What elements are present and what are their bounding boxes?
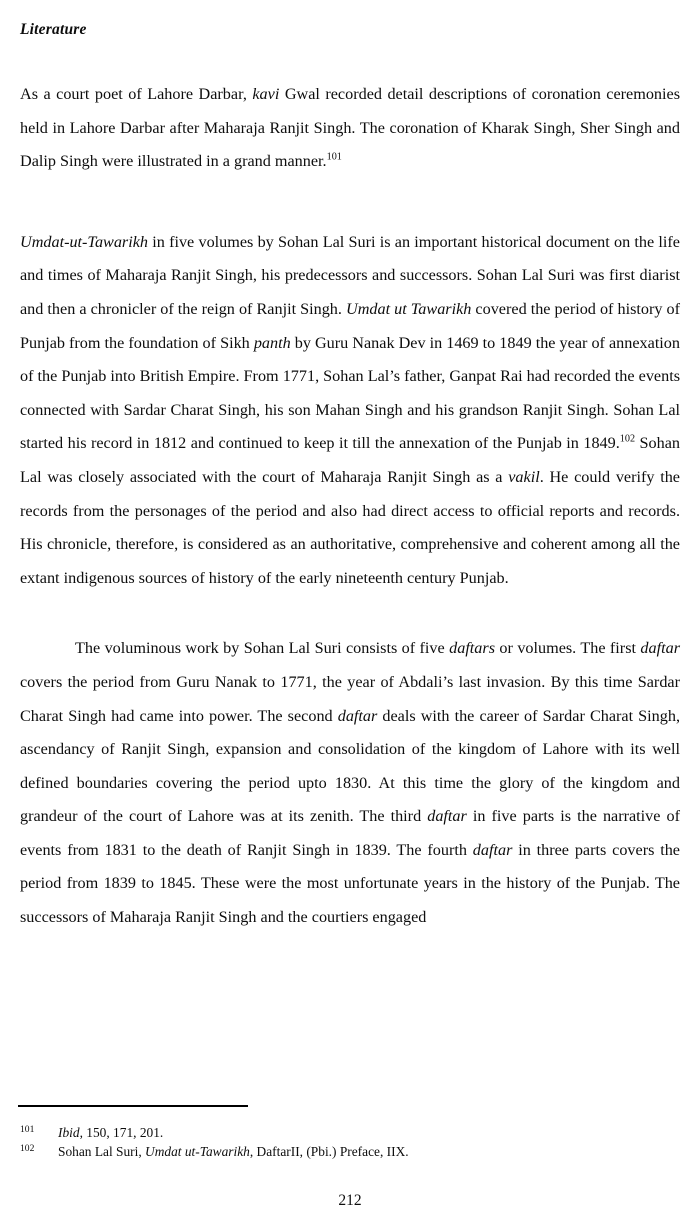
italic-term: Umdat-ut-Tawarikh xyxy=(20,232,149,251)
italic-term: vakil xyxy=(508,467,540,486)
footnote-separator-rule xyxy=(18,1105,248,1107)
italic-term: daftars xyxy=(449,639,496,658)
paragraph-daftars xyxy=(20,595,680,934)
text-run: in five parts is the narrative of events from 1831 to the death of Ranjit Singh in 1839. The fourth xyxy=(20,807,680,859)
italic-term: daftar xyxy=(472,840,513,859)
text-run: As a court poet of Lahore Darbar, xyxy=(20,85,253,103)
text-run: Gwal recorded detail descriptions of coronation ceremonies held in Lahore Darbar after Maharaja Ranjit Singh. The coronation of Kharak Singh, Sher Singh and Dalip Singh were illustrated in a grand manner. xyxy=(20,85,680,171)
footnote-text xyxy=(58,1144,409,1159)
text-run: or volumes. The first xyxy=(495,639,641,658)
italic-term: daftar xyxy=(640,639,680,658)
italic-term: Umdat ut Tawarikh xyxy=(346,299,472,318)
footnote-number: 101 xyxy=(20,1124,35,1135)
italic-term: kavi xyxy=(252,85,280,103)
text-run: by Guru Nanak Dev in 1469 to 1849 the year of annexation of the Punjab into British Empire. From 1771, Sohan Lal’s father, Ganpat Rai had recorded the events connected with Sardar Charat Singh, his son Mahan Singh and his grandson Ranjit Singh. Sohan Lal started his record in 1812 and continued to keep it till the annexation of the Punjab in 1849. xyxy=(20,333,680,453)
text-run: covered the period of history of Punjab from the foundation of Sikh xyxy=(20,299,681,352)
text-run: deals with the career of Sardar Charat Singh, ascendancy of Ranjit Singh, expansion and consolidation of the kingdom of Lahore with its well defined boundaries covering the period upto 1830. At this time the glory of the kingdom and grandeur of the court of Lahore was at its zenith. The third xyxy=(20,706,680,826)
text-run: in five volumes by Sohan Lal Suri is an important historical document on the life and times of Maharaja Ranjit Singh, his predecessors and successors. Sohan Lal Suri was first diarist and then a chronicler of the reign of Ranjit Singh. xyxy=(20,232,680,318)
italic-term: Ibid xyxy=(58,1125,80,1140)
footnote-reference: 101 xyxy=(326,151,342,163)
footnote-section xyxy=(18,1105,678,1161)
footnote-text xyxy=(58,1125,163,1140)
italic-term: Umdat ut-Tawarikh xyxy=(145,1143,250,1159)
page-title: Literature xyxy=(20,21,87,38)
text-run: . He could verify the records from the personages of the period and also had direct access to official reports and records. His chronicle, therefore, is considered as an authoritative, comprehensive and coherent among all the extant indigenous sources of history of the early nineteenth century Punjab. xyxy=(20,467,680,587)
text-run: covers the period from Guru Nanak to 1771, the year of Abdali’s last invasion. By this time Sardar Charat Singh had came into power. The second xyxy=(20,672,680,725)
footnote-number: 102 xyxy=(20,1142,35,1154)
footnote-item xyxy=(18,1124,678,1143)
paragraph-court-poet xyxy=(20,39,680,179)
page-body xyxy=(20,0,680,935)
page-number: 212 xyxy=(338,1192,362,1209)
italic-term: daftar xyxy=(427,807,467,826)
text-run: in three parts covers the period from 1839 to 1845. These were the most unfortunate years in the history of the Punjab. The successors of Maharaja Ranjit Singh and the courtiers engaged xyxy=(20,840,680,927)
italic-term: panth xyxy=(253,333,291,352)
footnote-reference: 102 xyxy=(619,433,636,445)
text-run: Sohan Lal was closely associated with the court of Maharaja Ranjit Singh as a xyxy=(20,434,681,486)
text-run: , DaftarII, (Pbi.) Preface, IIX. xyxy=(249,1143,409,1159)
footnote-item xyxy=(18,1143,678,1162)
text-run: The voluminous work by Sohan Lal Suri consists of five xyxy=(75,639,450,658)
text-run: Sohan Lal Suri, xyxy=(58,1143,146,1159)
italic-term: daftar xyxy=(337,706,378,725)
paragraph-umdat xyxy=(20,179,680,596)
text-run: , 150, 171, 201. xyxy=(79,1125,164,1140)
